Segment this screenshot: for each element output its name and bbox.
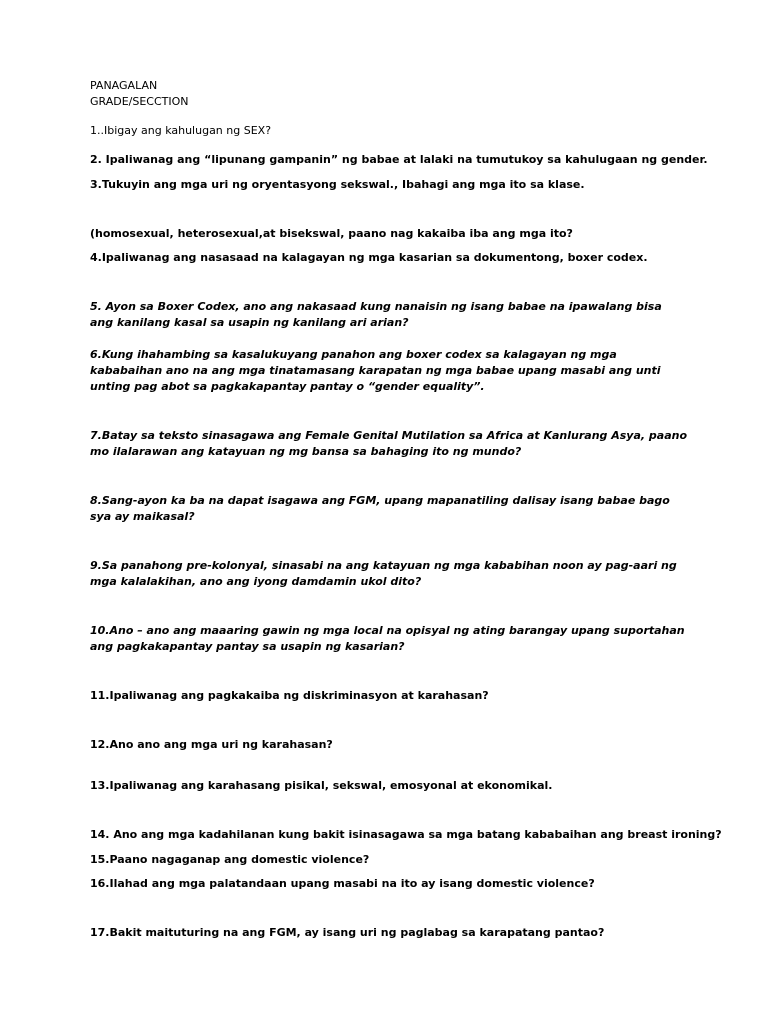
question-8: 8.Sang-ayon ka ba na dapat isagawa ang FGM, upang mapanatiling dalisay isang babae bago sya ay maikasal?	[90, 494, 670, 523]
question-11: 11.Ipaliwanag ang pagkakaiba ng diskriminasyon at karahasan?	[90, 689, 489, 702]
question-3: 3.Tukuyin ang mga uri ng oryentasyong sekswal., Ibahagi ang mga ito sa klase.	[90, 178, 585, 191]
name-label: PANAGALAN	[90, 79, 158, 92]
question-3-note: (homosexual, heterosexual,at bisekswal, paano nag kakaiba iba ang mga ito?	[90, 227, 573, 240]
question-2: 2. Ipaliwanag ang “lipunang gampanin” ng babae at lalaki na tumutukoy sa kahulugaan ng gender.	[90, 153, 708, 166]
grade-section-label: GRADE/SECCTION	[90, 95, 189, 108]
question-4: 4.Ipaliwanag ang nasasaad na kalagayan ng mga kasarian sa dokumentong, boxer codex.	[90, 251, 648, 264]
question-1: 1..Ibigay ang kahulugan ng SEX?	[90, 124, 272, 137]
question-10: 10.Ano – ano ang maaaring gawin ng mga local na opisyal ng ating barangay upang suportahan ang pagkakapantay pantay sa usapin ng kasarian?	[90, 624, 685, 653]
question-17: 17.Bakit maituturing na ang FGM, ay isang uri ng paglabag sa karapatang pantao?	[90, 926, 605, 939]
question-14: 14. Ano ang mga kadahilanan kung bakit isinasagawa sa mga batang kababaihan ang breast ironing?	[90, 828, 722, 841]
question-16: 16.Ilahad ang mga palatandaan upang masabi na ito ay isang domestic violence?	[90, 877, 595, 890]
question-9: 9.Sa panahong pre-kolonyal, sinasabi na ang katayuan ng mga kababihan noon ay pag-aari ng mga kalalakihan, ano ang iyong damdamin ukol dito?	[90, 559, 677, 588]
question-6: 6.Kung ihahambing sa kasalukuyang panahon ang boxer codex sa kalagayan ng mga kababaihan ano na ang mga tinatamasang karapatan ng mga babae upang masabi ang unti unting pag abot sa pagkakapantay pantay o “gender equality”.	[90, 348, 661, 393]
question-13: 13.Ipaliwanag ang karahasang pisikal, sekswal, emosyonal at ekonomikal.	[90, 779, 553, 792]
question-7: 7.Batay sa teksto sinasagawa ang Female Genital Mutilation sa Africa at Kanlurang Asya, paano mo ilalarawan ang katayuan ng mg bansa sa bahaging ito ng mundo?	[90, 429, 688, 458]
question-15: 15.Paano nagaganap ang domestic violence?	[90, 853, 370, 866]
question-5: 5. Ayon sa Boxer Codex, ano ang nakasaad kung nanaisin ng isang babae na ipawalang bisa ang kanilang kasal sa usapin ng kanilang ari arian?	[90, 300, 662, 329]
question-12: 12.Ano ano ang mga uri ng karahasan?	[90, 738, 333, 751]
